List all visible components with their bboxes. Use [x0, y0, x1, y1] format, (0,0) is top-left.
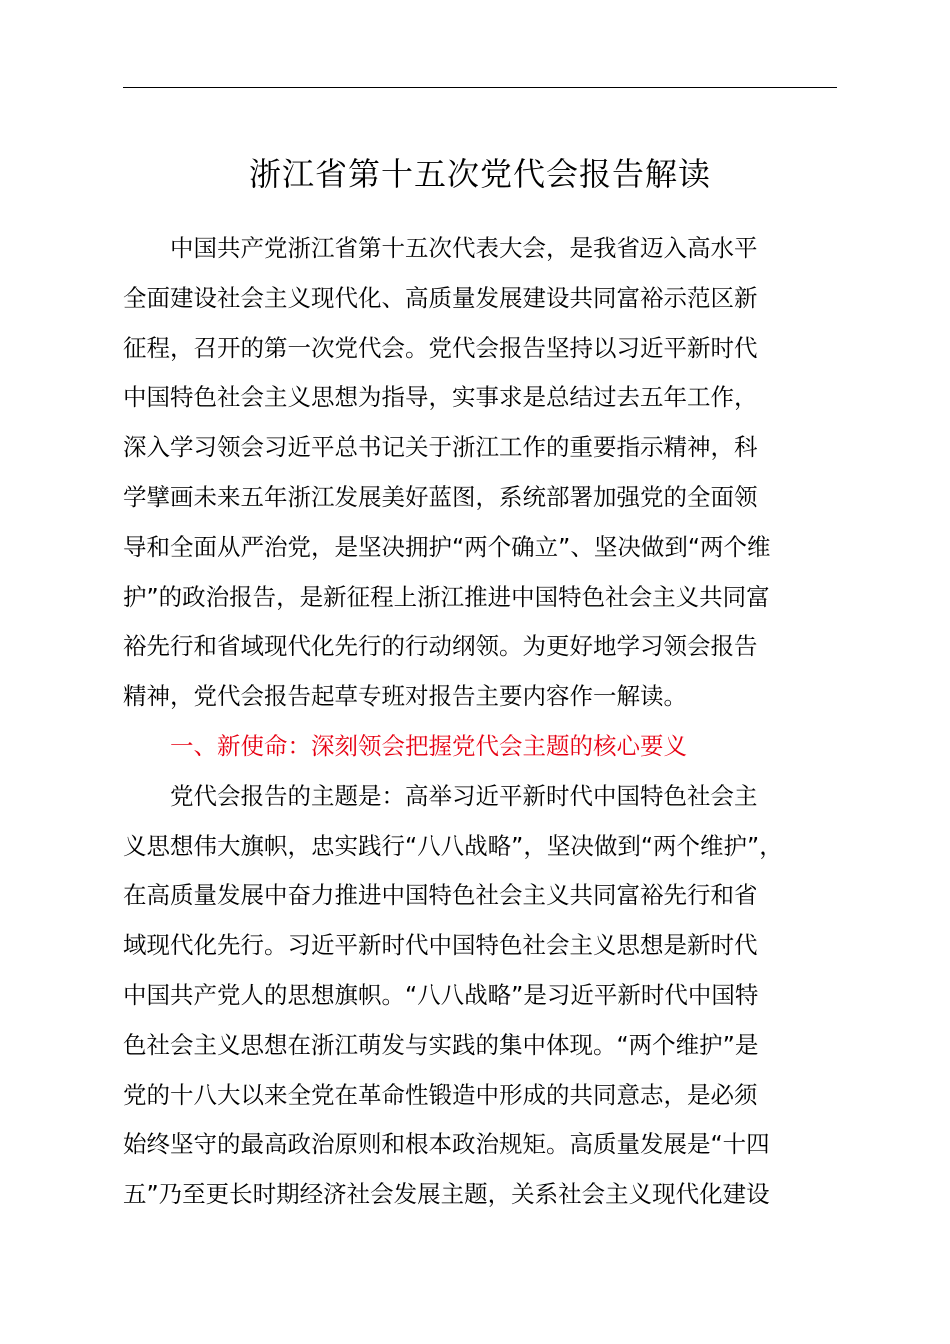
paragraph-line: 精神，党代会报告起草专班对报告主要内容作一解读。 — [123, 682, 687, 711]
paragraph-line: 党代会报告的主题是：高举习近平新时代中国特色社会主 — [170, 781, 758, 810]
paragraph-line: 中国特色社会主义思想为指导，实事求是总结过去五年工作， — [123, 383, 758, 412]
paragraph-line: 学擘画未来五年浙江发展美好蓝图，系统部署加强党的全面领 — [123, 482, 758, 511]
paragraph-line: 深入学习领会习近平总书记关于浙江工作的重要指示精神，科 — [123, 433, 758, 462]
paragraph-line: 护”的政治报告，是新征程上浙江推进中国特色社会主义共同富 — [123, 582, 770, 611]
paragraph-line: 征程，召开的第一次党代会。党代会报告坚持以习近平新时代 — [123, 333, 758, 362]
paragraph-line: 全面建设社会主义现代化、高质量发展建设共同富裕示范区新 — [123, 283, 758, 312]
paragraph-line: 在高质量发展中奋力推进中国特色社会主义共同富裕先行和省 — [123, 881, 758, 910]
paragraph-line: 中国共产党人的思想旗帜。“八八战略”是习近平新时代中国特 — [123, 980, 759, 1009]
paragraph-line: 色社会主义思想在浙江萌发与实践的集中体现。“两个维护”是 — [123, 1030, 759, 1059]
paragraph-line: 导和全面从严治党，是坚决拥护“两个确立”、坚决做到“两个维 — [123, 532, 771, 561]
document-body — [123, 224, 837, 1220]
paragraph-line: 五”乃至更长时期经济社会发展主题，关系社会主义现代化建设 — [123, 1180, 770, 1209]
header-rule — [123, 87, 837, 88]
paragraph-line: 始终坚守的最高政治原则和根本政治规矩。高质量发展是“十四 — [123, 1130, 770, 1159]
paragraph-line: 党的十八大以来全党在革命性锻造中形成的共同意志，是必须 — [123, 1080, 758, 1109]
document-title: 浙江省第十五次党代会报告解读 — [248, 155, 711, 193]
section-heading: 一、新使命：深刻领会把握党代会主题的核心要义 — [170, 731, 687, 760]
paragraph-line: 域现代化先行。习近平新时代中国特色社会主义思想是新时代 — [123, 931, 758, 960]
paragraph-line: 裕先行和省域现代化先行的行动纲领。为更好地学习领会报告 — [123, 632, 758, 661]
paragraph-line: 中国共产党浙江省第十五次代表大会，是我省迈入高水平 — [170, 234, 758, 262]
paragraph-line: 义思想伟大旗帜，忠实践行“八八战略”，坚决做到“两个维护”， — [123, 831, 783, 860]
